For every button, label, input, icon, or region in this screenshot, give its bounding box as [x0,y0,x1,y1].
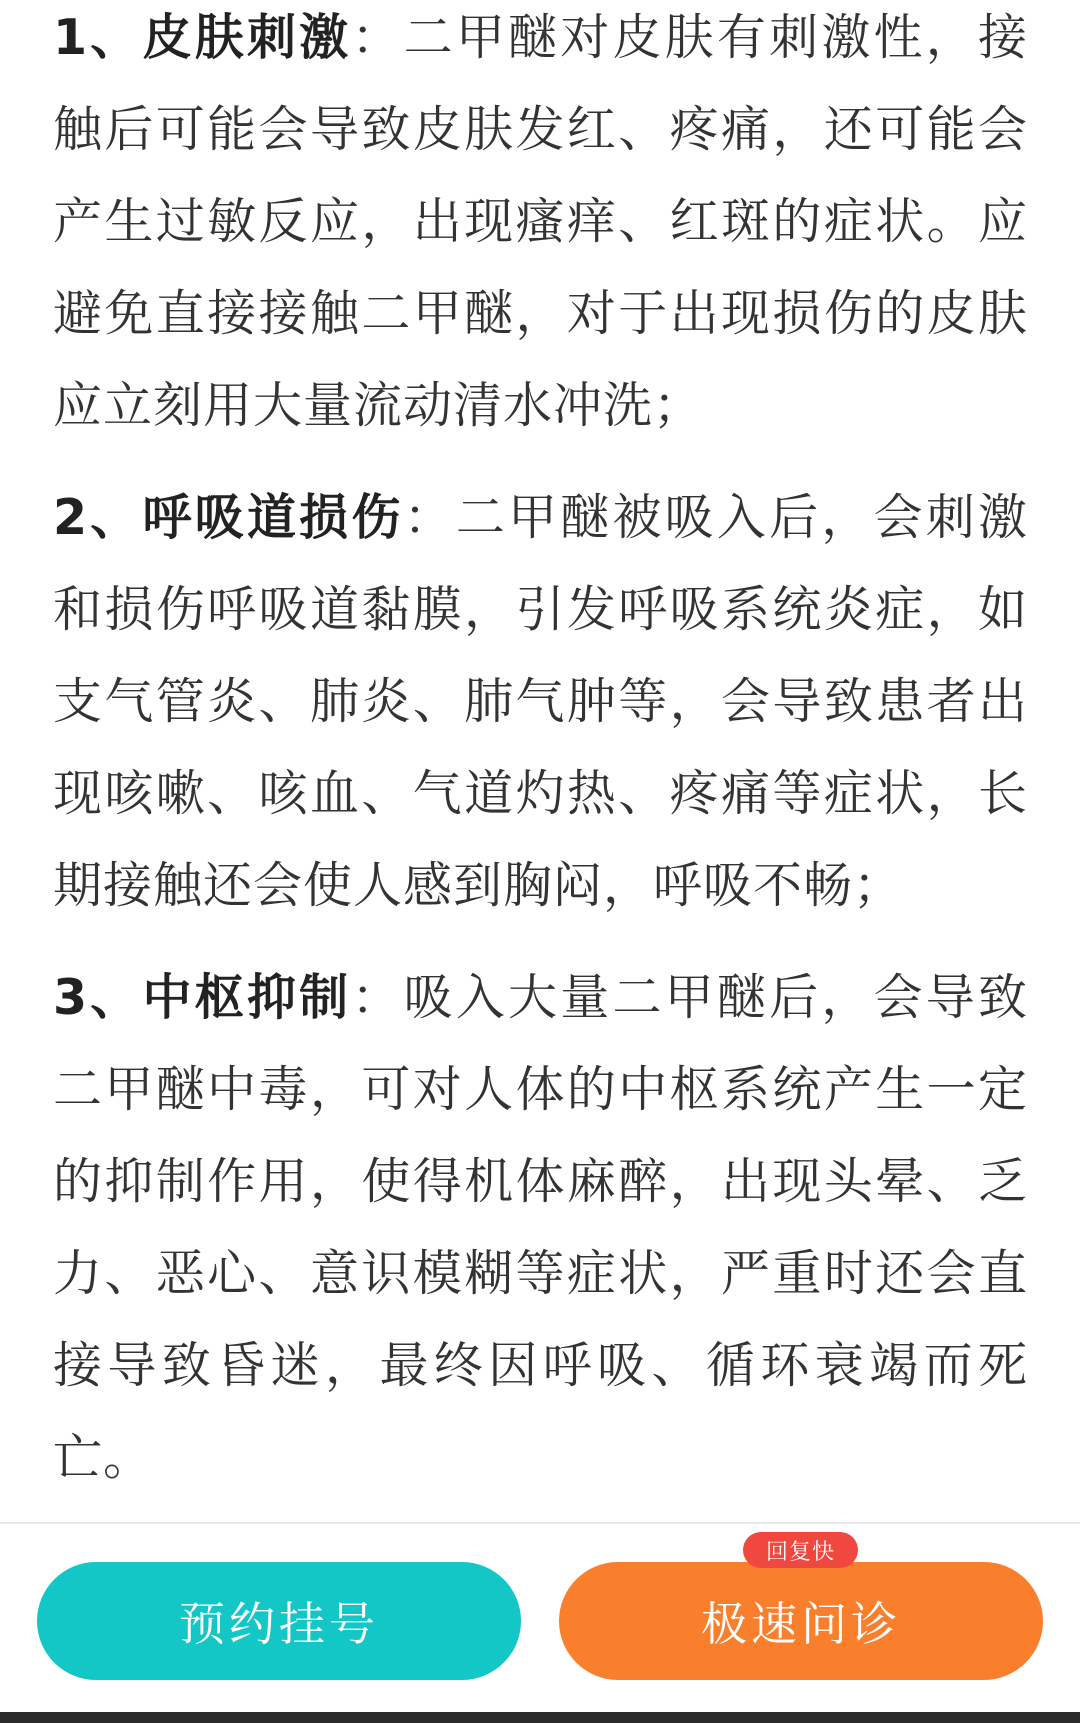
paragraph-heading: 1、皮肤刺激 [53,9,352,66]
paragraph-text: ：二甲醚被吸入后，会刺激和损伤呼吸道黏膜，引发呼吸系统炎症，如支气管炎、肺炎、肺气肿等，会导致患者出现咳嗽、咳血、气道灼热、疼痛等症状，长期接触还会使人感到胸闷，呼吸不畅； [53,489,1028,914]
paragraph-heading: 3、中枢抑制 [53,969,352,1026]
book-appointment-button[interactable]: 预约挂号 [37,1562,521,1680]
article-paragraph [53,952,1028,1504]
paragraph-heading: 2、呼吸道损伤 [53,489,404,546]
article-paragraph [53,472,1028,932]
bottom-action-bar [0,1522,1080,1714]
fast-reply-badge: 回复快 [743,1532,858,1568]
paragraph-text: ：二甲醚对皮肤有刺激性，接触后可能会导致皮肤发红、疼痛，还可能会产生过敏反应，出现瘙痒、红斑的症状。应避免直接接触二甲醚，对于出现损伤的皮肤应立刻用大量流动清水冲洗； [53,9,1028,434]
article-paragraph [53,0,1028,452]
system-nav-strip [0,1712,1080,1723]
paragraph-text: ：吸入大量二甲醚后，会导致二甲醚中毒，可对人体的中枢系统产生一定的抑制作用，使得机体麻醉，出现头晕、乏力、恶心、意识模糊等症状，严重时还会直接导致昏迷，最终因呼吸、循环衰竭而死亡。 [53,969,1028,1486]
quick-consult-button[interactable]: 极速问诊 [559,1562,1043,1680]
article-body [53,0,1028,1504]
